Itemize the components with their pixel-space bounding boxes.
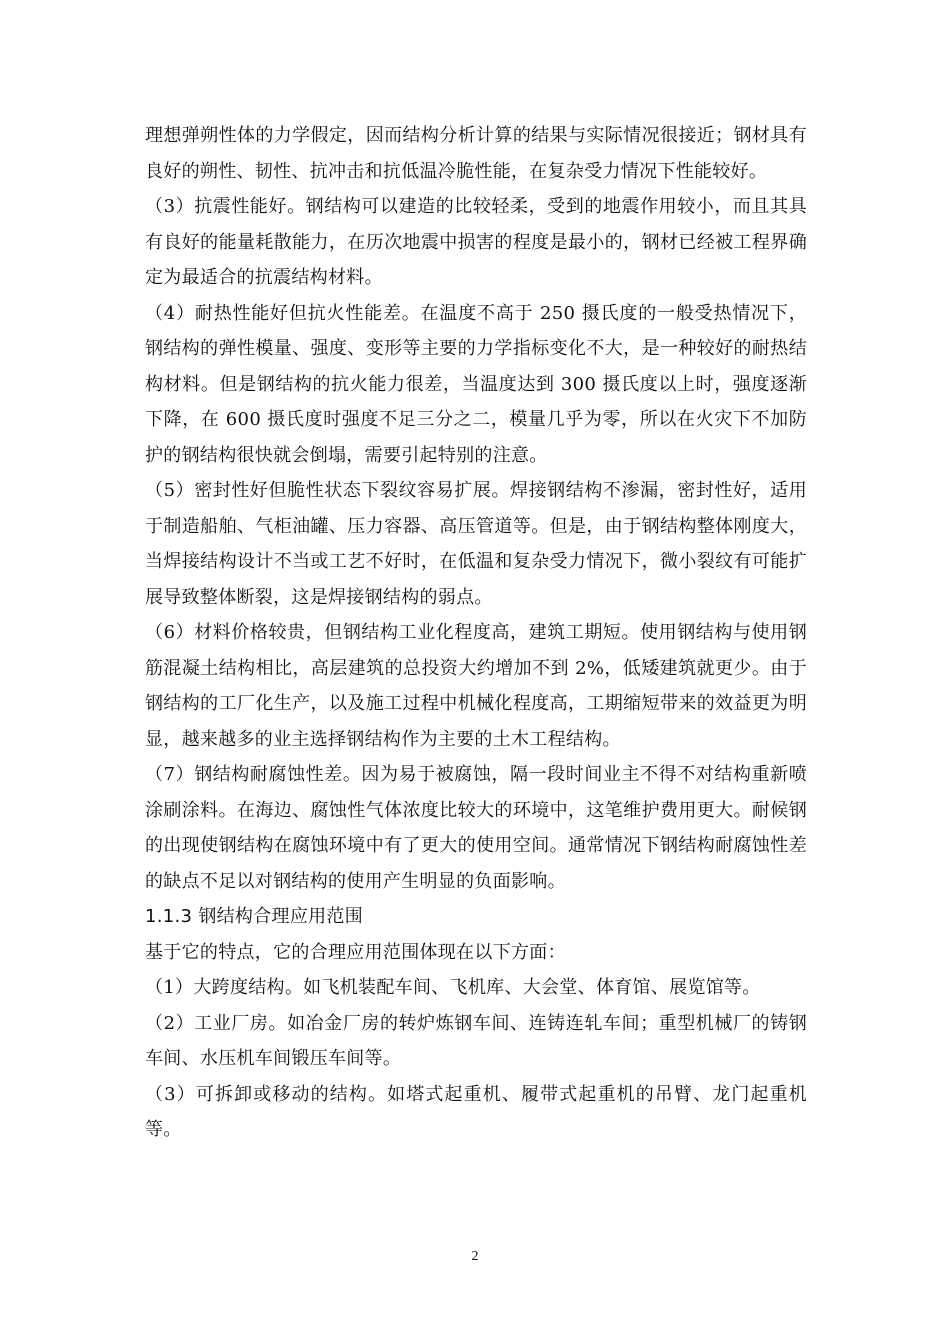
page-number: 2 xyxy=(471,1249,479,1264)
paragraph-seismic-performance: （3）抗震性能好。钢结构可以建造的比较轻柔，受到的地震作用较小，而且其具有良好的能量耗散能力，在历次地震中损害的程度是最小的，钢材已经被工程界确定为最适合的抗震结构材料。 xyxy=(145,196,807,288)
list-item-large-span: （1）大跨度结构。如飞机装配车间、飞机库、大会堂、体育馆、展览馆等。 xyxy=(145,977,761,998)
paragraph-application-intro: 基于它的特点，它的合理应用范围体现在以下方面： xyxy=(145,941,566,963)
list-item-industrial-plants: （2）工业厂房。如冶金厂房的转炉炼钢车间、连铸连轧车间；重型机械厂的铸钢车间、水压机车间锻压车间等。 xyxy=(145,1012,807,1069)
paragraph-cost-industrialization: （6）材料价格较贵，但钢结构工业化程度高，建筑工期短。使用钢结构与使用钢筋混凝土结构相比，高层建筑的总投资大约增加不到 2%，低矮建筑就更少。由于钢结构的工厂化生产，以及施工过程中机械化程度高，工期缩短带来的效益更为明显，越来越多的业主选择钢结构作为主要的土木工程结构。 xyxy=(145,622,807,750)
paragraph-material-properties: 理想弹朔性体的力学假定，因而结构分析计算的结果与实际情况很接近；钢材具有良好的朔性、韧性、抗冲击和抗低温冷脆性能，在复杂受力情况下性能较好。 xyxy=(145,125,807,182)
section-heading-application-scope: 1.1.3 钢结构合理应用范围 xyxy=(145,906,364,927)
paragraph-corrosion-resistance: （7）钢结构耐腐蚀性差。因为易于被腐蚀，隔一段时间业主不得不对结构重新喷涂刷涂料。在海边、腐蚀性气体浓度比较大的环境中，这笔维护费用更大。耐候钢的出现使钢结构在腐蚀环境中有了更大的使用空间。通常情况下钢结构耐腐蚀性差的缺点不足以对钢结构的使用产生明显的负面影响。 xyxy=(145,764,807,892)
list-item-movable-structures: （3）可拆卸或移动的结构。如塔式起重机、履带式起重机的吊臂、龙门起重机等。 xyxy=(145,1083,807,1140)
paragraph-sealing-brittleness: （5）密封性好但脆性状态下裂纹容易扩展。焊接钢结构不渗漏，密封性好，适用于制造船舶、气柜油罐、压力容器、高压管道等。但是，由于钢结构整体刚度大，当焊接结构设计不当或工艺不好时，在低温和复杂受力情况下，微小裂纹有可能扩展导致整体断裂，这是焊接钢结构的弱点。 xyxy=(145,480,807,608)
document-body xyxy=(145,118,807,1148)
paragraph-heat-fire-resistance: （4）耐热性能好但抗火性能差。在温度不高于 250 摄氏度的一般受热情况下，钢结构的弹性模量、强度、变形等主要的力学指标变化不大，是一种较好的耐热结构材料。但是钢结构的抗火能力很差，当温度达到 300 摄氏度以上时，强度逐渐下降，在 600 摄氏度时强度不足三分之二，模量几乎为零，所以在火灾下不加防护的钢结构很快就会倒塌，需要引起特别的注意。 xyxy=(145,302,807,466)
